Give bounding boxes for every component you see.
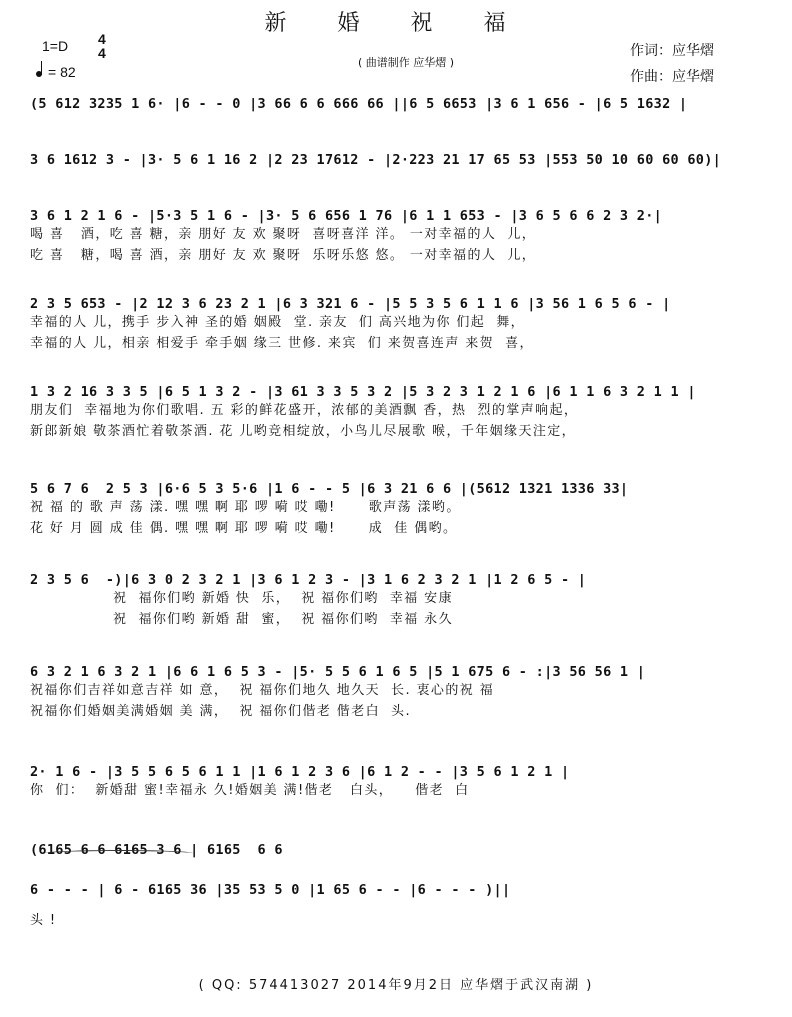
notation-line: 2 3 5 6 -)|6 3 0 2 3 2 1 |3 6 1 2 3 - |3 1 6 2 3 2 1 |1 2 6 5 - |	[30, 572, 587, 588]
composer: 作曲：应华熠	[630, 69, 714, 85]
lyric-verse-1: 幸福的人 儿，携手 步入神 圣的婚 姻殿 堂. 亲友 们 高兴地为你 们起 舞，	[30, 315, 526, 330]
score-line-7	[30, 572, 770, 630]
lyric-verse-1: 祝 福 的 歌 声 荡 漾. 嘿 嘿 啊 耶 啰 嗬 哎 嘞! 歌声荡 漾哟。	[30, 500, 461, 515]
slur-mark	[44, 850, 194, 857]
lyricist: 作词：应华熠	[630, 43, 714, 59]
score-line-3	[30, 208, 770, 266]
notation-line: 5 6 7 6 2 5 3 |6·6 5 3 5·6 |1 6 - - 5 |6 3 21 6 6 |(5612 1321 1336 33|	[30, 481, 629, 497]
quarter-note-icon	[36, 71, 42, 77]
notation-line: (5 612 3235 1 6· |6 - - 0 |3 66 6 6 666 66 ||6 5 6653 |3 6 1 656 - |6 5 1632 |	[30, 96, 688, 112]
tempo-marking: = 82	[36, 64, 76, 80]
song-title: 新 婚 祝 福	[264, 11, 528, 36]
score-line-5	[30, 384, 770, 442]
lyric-verse-1: 祝福你们吉祥如意吉祥 如 意， 祝 福你们地久 地久天 长. 衷心的祝 福	[30, 683, 495, 698]
notation-line: (6165 6 6 6165 3 6 | 6165 6 6 6 - - - | 6 - 6165 36 |35 53 5 0 |1 65 6 - - |6 - - - )||	[30, 842, 511, 898]
lyric-verse-2: 花 好 月 圆 成 佳 偶. 嘿 嘿 啊 耶 啰 嗬 哎 嘞! 成 佳 偶哟。	[30, 521, 458, 536]
lyric-verse-2: 祝 福你们哟 新婚 甜 蜜， 祝 福你们哟 幸福 永久	[30, 612, 453, 627]
notation-line: 2· 1 6 - |3 5 5 6 5 6 1 1 |1 6 1 2 3 6 |6 1 2 - - |3 5 6 1 2 1 |	[30, 764, 570, 780]
lyric-verse-2: 吃 喜 糖，喝 喜 酒，亲 朋好 友 欢 聚呀 乐呀乐悠 悠。 一对幸福的人 儿，	[30, 248, 537, 263]
notation-line: 1 3 2 16 3 3 5 |6 5 1 3 2 - |3 61 3 3 5 3 2 |5 3 2 3 1 2 1 6 |6 1 1 6 3 2 1 1 |	[30, 384, 696, 400]
score-line-2	[30, 152, 770, 168]
score-line-8	[30, 664, 770, 722]
score-line-6	[30, 481, 770, 539]
score-line-9	[30, 764, 770, 801]
notation-line: 6 3 2 1 6 3 2 1 |6 6 1 6 5 3 - |5· 5 5 6 1 6 5 |5 1 675 6 - :|3 56 56 1 |	[30, 664, 646, 680]
notation-line: 3 6 1612 3 - |3· 5 6 1 16 2 |2 23 17612 - |2·223 21 17 65 53 |553 50 10 60 60 60)|	[30, 152, 722, 168]
lyric-verse-1: 喝 喜 酒，吃 喜 糖，亲 朋好 友 欢 聚呀 喜呀喜洋 洋。 一对幸福的人 儿，	[30, 227, 537, 242]
credits	[630, 38, 714, 90]
lyric-verse-2: 新郎新娘 敬茶酒忙着敬茶酒. 花 儿哟竞相绽放，小鸟儿尽展歌 喉，千年姻缘天注定，	[30, 424, 577, 439]
score-maker: ( 曲谱制作 应华熠 )	[357, 56, 455, 69]
score-line-4	[30, 296, 770, 354]
score-line-1	[30, 96, 770, 112]
score-line-10	[30, 830, 770, 931]
lyric-verse-2: 幸福的人 儿，相亲 相爱手 牵手姻 缘三 世修. 来宾 们 来贺喜连声 来贺 喜，	[30, 336, 534, 351]
lyric-verse-1: 头 !	[30, 913, 57, 928]
lyric-verse-1: 祝 福你们哟 新婚 快 乐， 祝 福你们哟 幸福 安康	[30, 591, 453, 606]
footer-note: ( QQ: 574413027 2014年9月2日 应华熠于武汉南湖 )	[198, 978, 594, 993]
lyric-verse-1: 你 们： 新婚甜 蜜!幸福永 久!婚姻美 满!偕老 白头， 偕老 白	[30, 783, 470, 798]
lyric-verse-1: 朋友们 幸福地为你们歌唱. 五 彩的鲜花盛开，浓郁的美酒飘 香，热 烈的掌声响起，	[30, 403, 579, 418]
notation-line: 3 6 1 2 1 6 - |5·3 5 1 6 - |3· 5 6 656 1 76 |6 1 1 653 - |3 6 5 6 6 2 3 2·|	[30, 208, 663, 224]
notation-line: 2 3 5 653 - |2 12 3 6 23 2 1 |6 3 321 6 - |5 5 3 5 6 1 1 6 |3 56 1 6 5 6 - |	[30, 296, 671, 312]
key-signature: 1=D	[42, 38, 69, 54]
time-signature: 4 4	[98, 31, 106, 61]
lyric-verse-2: 祝福你们婚姻美满婚姻 美 满， 祝 福你们偕老 偕老白 头.	[30, 704, 411, 719]
